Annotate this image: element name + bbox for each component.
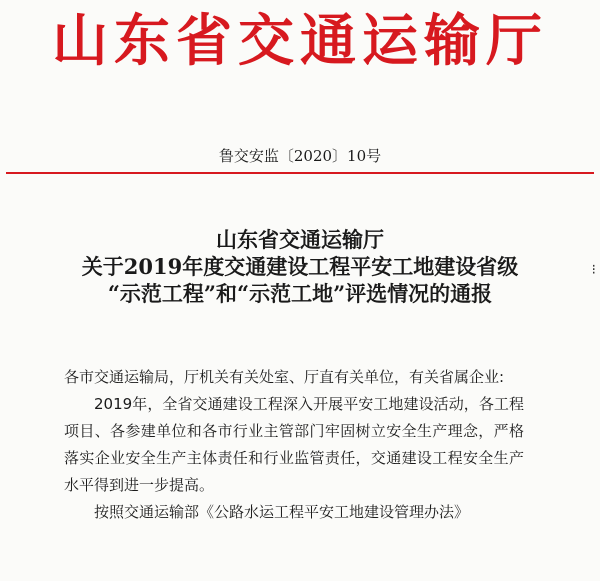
margin-mark: ⁝	[591, 262, 596, 278]
body-paragraph-1: 2019年，全省交通建设工程深入开展平安工地建设活动，各工程项目、各参建单位和各市行业主管部门牢固树立安全生产理念，严格落实企业安全生产主体责任和行业监管责任，交通建设工程安全生产水平得到进一步提高。	[64, 395, 524, 494]
body-paragraph-2: 按照交通运输部《公路水运工程平安工地建设管理办法》	[94, 503, 470, 521]
masthead-title: 山东省交通运输厅	[52, 8, 548, 74]
title-line-1: 山东省交通运输厅	[216, 227, 384, 252]
red-divider-line	[6, 172, 594, 174]
document-number: 鲁交安监〔2020〕10号	[218, 147, 382, 165]
title-line-3: “示范工程”和“示范工地”评选情况的通报	[107, 281, 493, 306]
title-line-2: 关于2019年度交通建设工程平安工地建设省级	[81, 254, 519, 279]
document-body	[64, 364, 524, 526]
addressee-line: 各市交通运输局，厅机关有关处室、厅直有关单位，有关省属企业:	[64, 368, 505, 386]
document-title	[0, 226, 600, 307]
